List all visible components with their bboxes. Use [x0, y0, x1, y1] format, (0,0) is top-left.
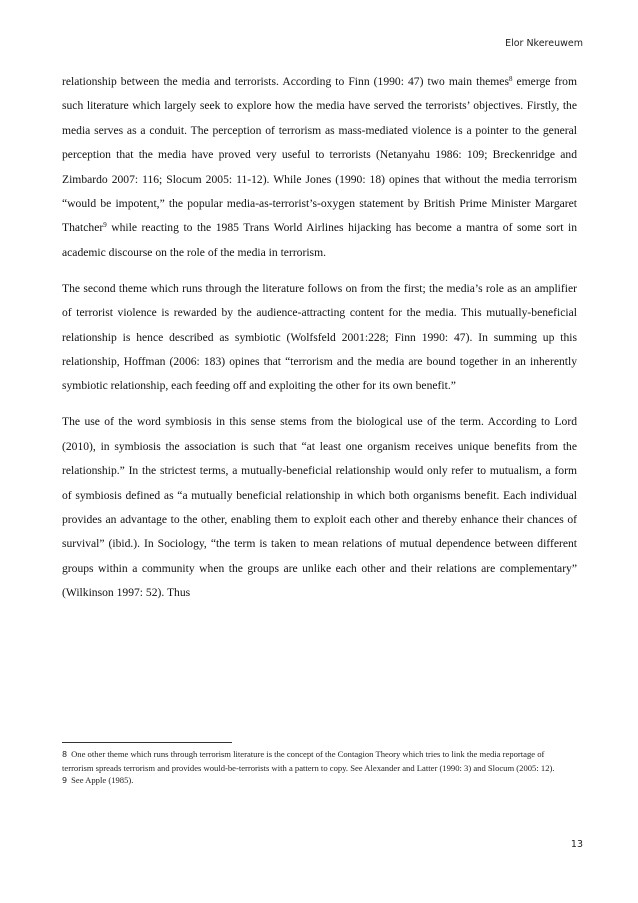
- paragraph-1-part-a: relationship between the media and terrorists. According to Finn (1990: 47) two main themes: [62, 75, 509, 88]
- footnote-separator: [62, 742, 232, 743]
- footnote-ref-8[interactable]: 8: [508, 75, 513, 83]
- paragraph-2: The second theme which runs through the literature follows on from the first; the media’s role as an amplifier of terrorist violence is rewarded by the audience-attracting content for the media. This mutually-beneficial relationship is hence described as symbiotic (Wolfsfeld 2001:228; Finn 1990: 47). In summing up this relationship, Hoffman (2006: 183) opines that “terrorism and the media are bound together in an inherently symbiotic relationship, each feeding off and exploiting the other for its own benefit.”: [62, 281, 577, 393]
- footnote-number: 8: [62, 750, 68, 759]
- paragraph-3: The use of the word symbiosis in this sense stems from the biological use of the term. According to Lord (2010), in symbiosis the association is such that “at least one organism receives unique benefits from the relationship.” In the strictest terms, a mutually-beneficial relationship would only refer to mutualism, a form of symbiosis defined as “a mutually beneficial relationship in which both organisms benefit. Each individual provides an advantage to the other, enabling them to exploit each other and thereby enhance their chances of survival” (ibid.). In Sociology, “the term is taken to mean relations of mutual dependence between different groups within a community when the groups are unlike each other and their relations are complementary” (Wilkinson 1997: 52). Thus: [62, 415, 577, 600]
- footnote-text: See Apple (1985).: [71, 775, 134, 786]
- paragraph-1: [62, 70, 577, 265]
- footnotes: [62, 748, 577, 788]
- footnote-9: [62, 774, 577, 788]
- running-header-author: Elor Nkereuwem: [505, 38, 583, 49]
- body-text: [62, 70, 577, 617]
- footnote-8: [62, 748, 577, 774]
- footnote-number: 9: [62, 776, 68, 786]
- page-number: 13: [570, 839, 583, 850]
- paragraph-1-part-c: while reacting to the 1985 Trans World Airlines hijacking has become a mantra of some sort in academic discourse on the role of the media in terrorism.: [62, 221, 577, 259]
- footnote-text: One other theme which runs through terrorism literature is the concept of the Contagion Theory which tries to link the media reportage of terrorism spreads terrorism and provides would-be-terrorists with a pattern to copy. See Alexander and Latter (1990: 3) and Slocum (2005: 12).: [62, 749, 555, 773]
- footnote-ref-9[interactable]: 9: [103, 221, 107, 230]
- paragraph-1-part-b: emerge from such literature which largely seek to explore how the media have served the terrorists’ objectives. Firstly, the media serves as a conduit. The perception of terrorism as mass-mediated violence is a pointer to the general perception that the media have proved very useful to terrorists (Netanyahu 1986: 109; Breckenridge and Zimbardo 2007: 116; Slocum 2005: 11-12). While Jones (1990: 18) opines that without the media terrorism “would be impotent,” the popular media-as-terrorist’s-oxygen statement by British Prime Minister Margaret Thatcher: [62, 75, 577, 235]
